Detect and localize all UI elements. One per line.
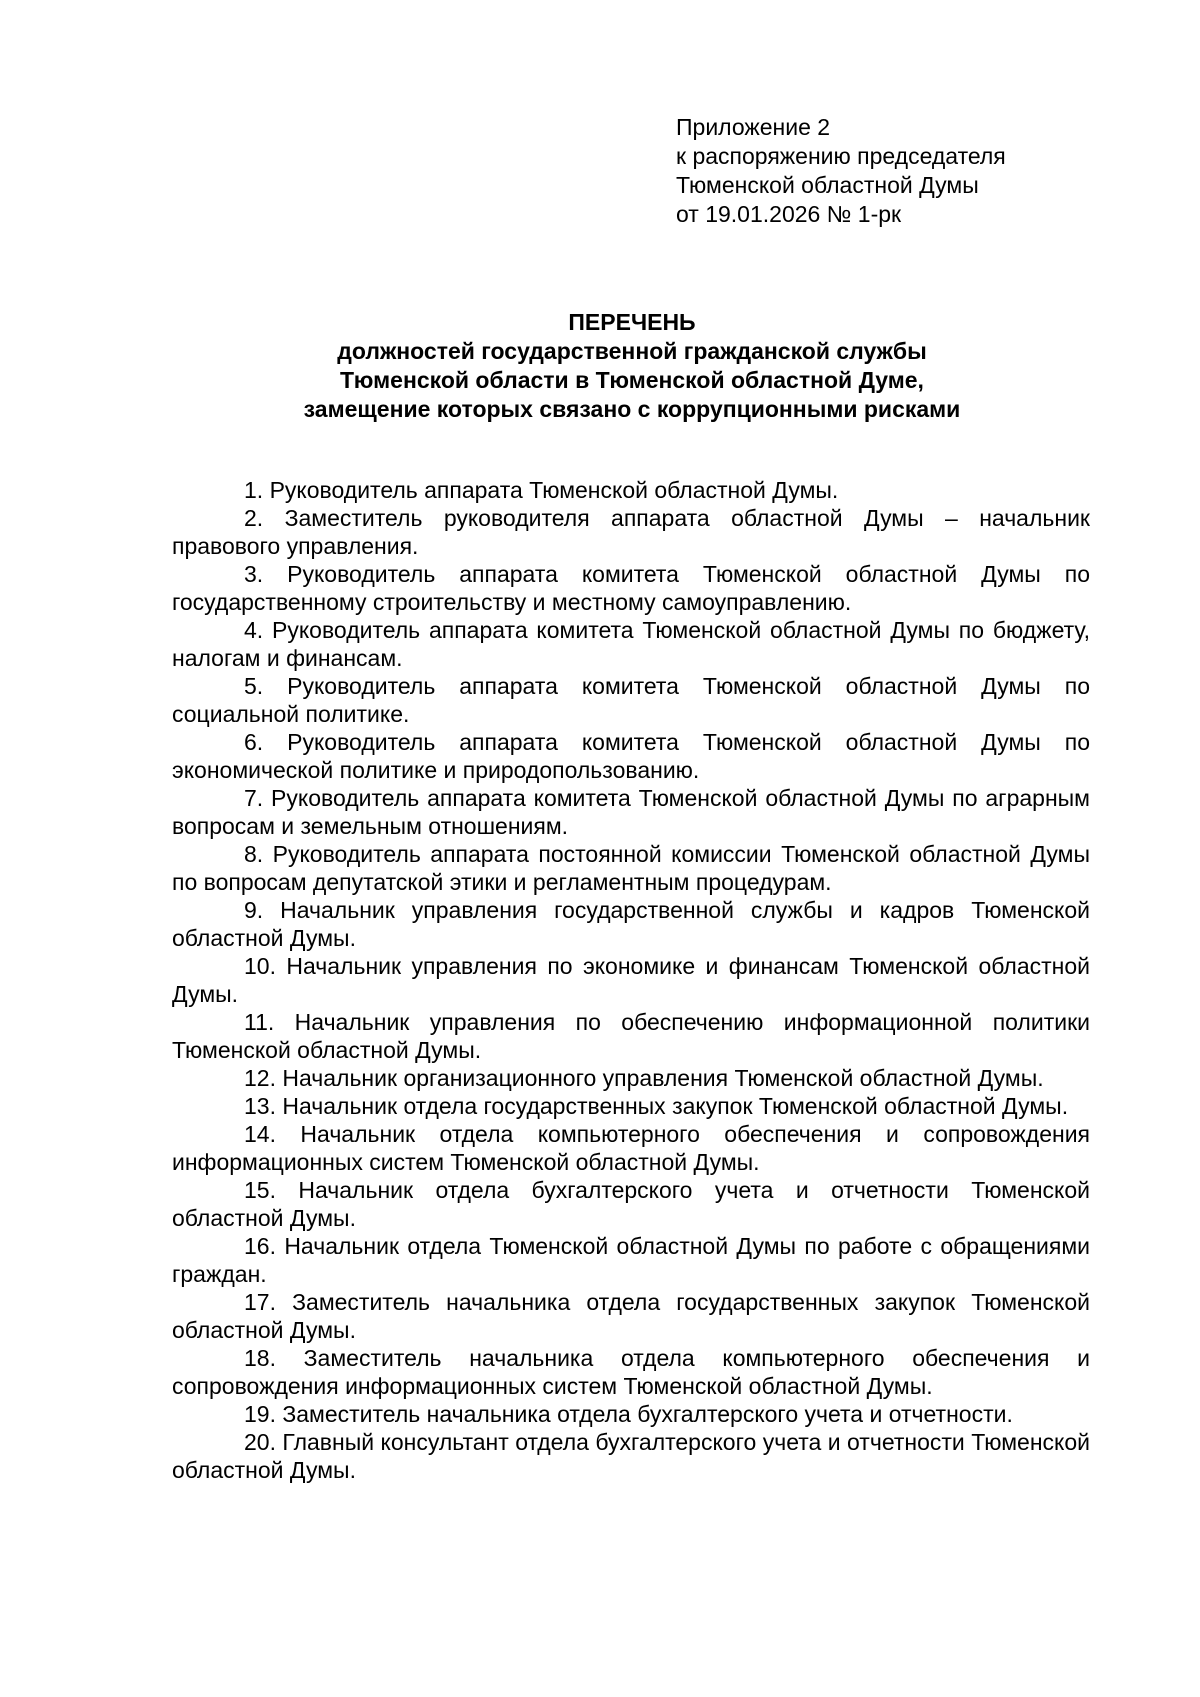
list-item: 13. Начальник отдела государственных закупок Тюменской областной Думы. — [244, 1093, 1069, 1119]
list-item: 16. Начальник отдела Тюменской областной Думы по работе с обращениями граждан. — [172, 1233, 1090, 1287]
title-line: замещение которых связано с коррупционными рисками — [303, 396, 961, 422]
list-item: 8. Руководитель аппарата постоянной комиссии Тюменской областной Думы по вопросам депутатской этики и регламентным процедурам. — [172, 841, 1090, 895]
list-item: 18. Заместитель начальника отдела компьютерного обеспечения и сопровождения информационных систем Тюменской областной Думы. — [172, 1345, 1090, 1399]
title-heading: ПЕРЕЧЕНЬ — [568, 309, 696, 335]
document-title — [160, 308, 1104, 424]
list-item: 11. Начальник управления по обеспечению информационной политики Тюменской областной Думы. — [172, 1009, 1090, 1063]
list-item: 14. Начальник отдела компьютерного обеспечения и сопровождения информационных систем Тюменской областной Думы. — [172, 1121, 1090, 1175]
appendix-line-body: Тюменской областной Думы — [676, 172, 979, 198]
title-line: должностей государственной гражданской службы — [337, 338, 927, 364]
list-item: 19. Заместитель начальника отдела бухгалтерского учета и отчетности. — [244, 1401, 1013, 1427]
list-item: 10. Начальник управления по экономике и финансам Тюменской областной Думы. — [172, 953, 1090, 1007]
list-item: 1. Руководитель аппарата Тюменской областной Думы. — [244, 477, 839, 503]
list-item: 20. Главный консультант отдела бухгалтерского учета и отчетности Тюменской областной Думы. — [172, 1429, 1090, 1483]
positions-list — [172, 476, 1090, 1484]
list-item: 15. Начальник отдела бухгалтерского учета и отчетности Тюменской областной Думы. — [172, 1177, 1090, 1231]
appendix-header — [676, 113, 1116, 229]
list-item: 17. Заместитель начальника отдела государственных закупок Тюменской областной Думы. — [172, 1289, 1090, 1343]
list-item: 7. Руководитель аппарата комитета Тюменской областной Думы по аграрным вопросам и земельным отношениям. — [172, 785, 1090, 839]
title-line: Тюменской области в Тюменской областной Думе, — [340, 367, 924, 393]
list-item: 9. Начальник управления государственной службы и кадров Тюменской областной Думы. — [172, 897, 1090, 951]
appendix-line-order: к распоряжению председателя — [676, 143, 1006, 169]
list-item: 2. Заместитель руководителя аппарата областной Думы – начальник правового управления. — [172, 505, 1090, 559]
list-item: 12. Начальник организационного управления Тюменской областной Думы. — [244, 1065, 1044, 1091]
list-item: 5. Руководитель аппарата комитета Тюменской областной Думы по социальной политике. — [172, 673, 1090, 727]
list-item: 4. Руководитель аппарата комитета Тюменской областной Думы по бюджету, налогам и финансам. — [172, 617, 1090, 671]
appendix-line-date: от 19.01.2026 № 1-рк — [676, 201, 902, 227]
list-item: 6. Руководитель аппарата комитета Тюменской областной Думы по экономической политике и природопользованию. — [172, 729, 1090, 783]
appendix-line-number: Приложение 2 — [676, 114, 831, 140]
list-item: 3. Руководитель аппарата комитета Тюменской областной Думы по государственному строительству и местному самоуправлению. — [172, 561, 1090, 615]
